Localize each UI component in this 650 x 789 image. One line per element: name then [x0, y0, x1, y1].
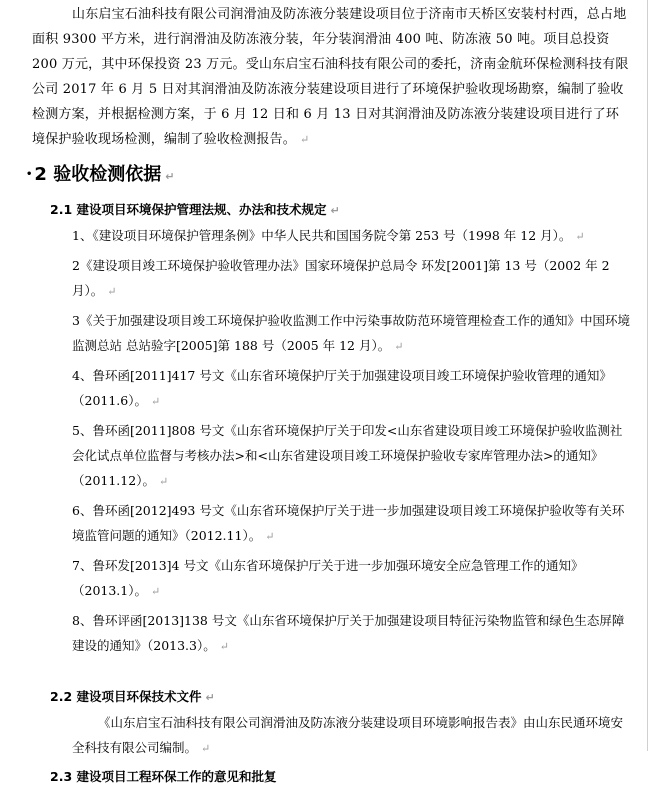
page-edge: [647, 0, 648, 751]
subsection-2-3-heading: [50, 765, 630, 789]
section-2-title: 2 验收检测依据: [34, 164, 162, 185]
heading-bullet: •: [26, 169, 33, 180]
reference-text: 8、鲁环评函[2013]138 号文《山东省环境保护厅关于加强建设项目特征污染物监管和绿色生态屏障建设的通知》（2013.3）。: [72, 613, 625, 653]
paragraph-mark: ↵: [151, 395, 161, 408]
reference-item: [72, 223, 630, 249]
section-2-heading: [26, 162, 630, 190]
paragraph-mark: ↵: [205, 691, 215, 704]
reference-item: [72, 363, 630, 414]
paragraph-mark: ↵: [107, 285, 117, 298]
reference-item: [72, 308, 630, 359]
paragraph-mark: ↵: [158, 475, 169, 488]
reference-item: [72, 553, 630, 604]
paragraph-mark: ↵: [575, 230, 585, 243]
reference-item: [72, 608, 630, 659]
reference-text: 2《建设项目竣工环境保护验收管理办法》国家环境保护总局令 环发[2001]第 13 号（2002 年 2 月）。: [72, 258, 610, 298]
subsection-2-2-heading: [50, 685, 630, 710]
paragraph-mark: ↵: [219, 640, 229, 653]
paragraph-mark: ↵: [201, 742, 211, 755]
reference-item: [72, 253, 630, 304]
subsection-2-2-title: 2.2 建设项目环保技术文件: [50, 689, 202, 704]
intro-text: 山东启宝石油科技有限公司润滑油及防冻液分装建设项目位于济南市天桥区安装村村西，总占地面积 9300 平方米，进行润滑油及防冻液分装，年分装润滑油 400 吨、防冻液 50 吨。项目总投资 200 万元，其中环保投资 23 万元。受山东启宝石油科技有限公司的委托，济南金航环保检测科技有限公司 2017 年 6 月 5 日对其润滑油及防冻液分装建设项目进行了环境保护验收现场勘察，编制了验收检测方案，并根据检测方案，于 6 月 12 日和 6 月 13 日对其润滑油及防冻液分装建设项目进行了环境保护验收现场检测，编制了验收检测报告。: [32, 7, 629, 147]
reference-text: 3《关于加强建设项目竣工环境保护验收监测工作中污染事故防范环境管理检查工作的通知》中国环境监测总站 总站验字[2005]第 188 号（2005 年 12 月）。: [72, 313, 630, 353]
paragraph-mark: ↵: [151, 585, 161, 598]
paragraph-mark: ↵: [394, 340, 404, 353]
blank-line: [32, 663, 630, 681]
intro-paragraph: [32, 0, 630, 152]
paragraph-mark: ↵: [265, 530, 275, 543]
reference-text: 7、鲁环发[2013]4 号文《山东省环境保护厅关于进一步加强环境安全应急管理工作的通知》（2013.1）。: [72, 558, 584, 598]
paragraph-mark: ↵: [165, 170, 175, 183]
reference-text: 5、鲁环函[2011]808 号文《山东省环境保护厅关于印发<山东省建设项目竣工环境保护验收监测社会化试点单位监督与考核办法>和<山东省建设项目竣工环境保护验收专家库管理办法>的通知》（2011.12）。: [72, 423, 623, 488]
subsection-2-2-body: [72, 710, 630, 761]
subsection-2-3-title: 2.3 建设项目工程环保工作的意见和批复: [50, 769, 277, 784]
reference-item: [72, 498, 630, 549]
reference-item: [72, 418, 630, 494]
subsection-2-1-title: 2.1 建设项目环境保护管理法规、办法和技术规定: [50, 202, 327, 217]
reference-text: 1、《建设项目环境保护管理条例》中华人民共和国国务院令第 253 号（1998 年 12 月）。: [72, 228, 572, 243]
reference-text: 4、鲁环函[2011]417 号文《山东省环境保护厅关于加强建设项目竣工环境保护验收管理的通知》（2011.6）。: [72, 368, 612, 408]
paragraph-mark: ↵: [330, 204, 340, 217]
reference-text: 6、鲁环函[2012]493 号文《山东省环境保护厅关于进一步加强建设项目竣工环境保护验收等有关环境监管问题的通知》（2012.11）。: [72, 503, 625, 543]
subsection-2-1-heading: [50, 198, 630, 223]
subsection-2-2-text: 《山东启宝石油科技有限公司润滑油及防冻液分装建设项目环境影响报告表》由山东民通环境安全科技有限公司编制。: [72, 715, 624, 755]
paragraph-mark: ↵: [300, 133, 310, 146]
